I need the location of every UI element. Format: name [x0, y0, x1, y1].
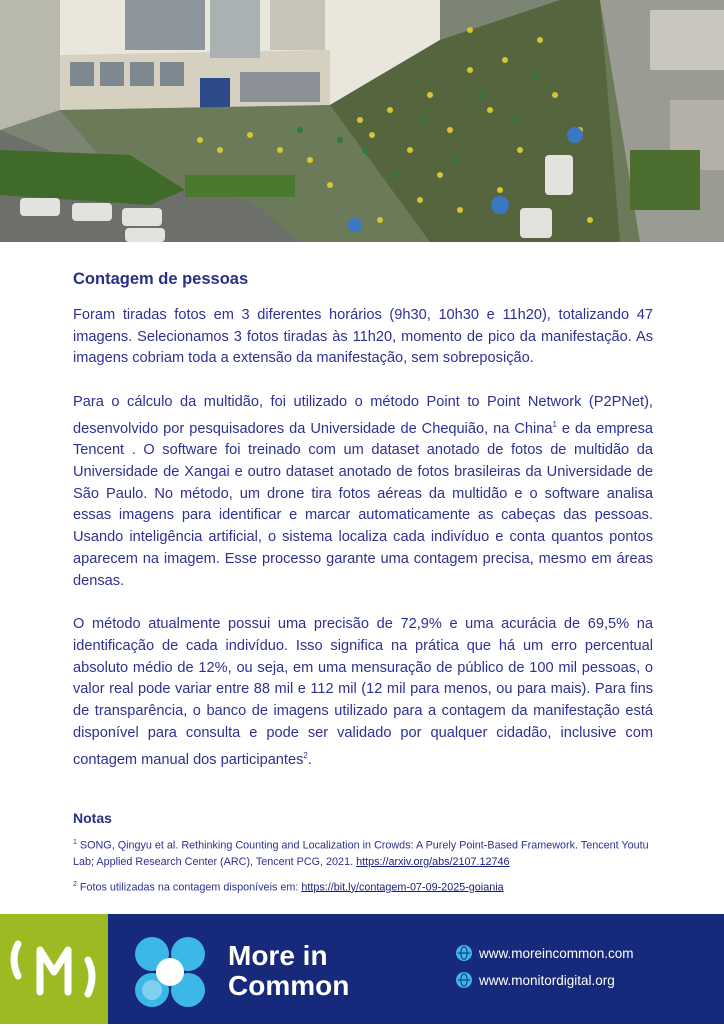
link-monitordigital[interactable]: [456, 971, 634, 989]
note-2-text: Fotos utilizadas na contagem disponíveis em:: [79, 881, 302, 894]
brand-line-2: Common: [228, 970, 350, 1001]
paragraph-method-text-a: Para o cálculo da multidão, foi utilizado o método Point to Point Network (P2PNet), desenvolvido por pesquisadores da Universidade de Chequião, na China: [73, 394, 653, 437]
aerial-crowd-photo: [0, 0, 724, 242]
notes-section: [73, 810, 663, 902]
note-1: [73, 835, 663, 871]
note-2: [73, 877, 663, 896]
brand-line-1: More in: [228, 940, 328, 971]
link-monitordigital-text: www.monitordigital.org: [479, 972, 615, 988]
paragraph-method: [73, 392, 653, 592]
paragraph-method-text-b: e da empresa Tencent . O software foi treinado com um dataset anotado de fotos de multidão da Universidade de Xangai e outro dataset anotado de fotos brasileiras da Universidade de São Paulo. No método, um drone tira fotos aéreas da multidão e o software analisa essas imagens para identificar e marcar automaticamente as cabeças das pessoas. Usando inteligência artificial, o sistema localiza cada indivíduo e conta quantos pontos aparecem na imagem. Esse processo garante uma contagem precisa, mesmo em áreas densas.: [73, 420, 653, 589]
paragraph-accuracy-text-a: O método atualmente possui uma precisão de 72,9% e uma acurácia de 69,5% na identificação de cada indivíduo. Isso significa na prática que há um erro percentual absoluto médio de 12%, ou seja, em uma mensuração de público de 100 mil pessoas, o valor real pode variar entre 88 mil e 112 mil (12 mil para menos, ou para mais). Para fins de transparência, o banco de imagens utilizado para a contagem da manifestação está disponível para consulta e pode ser validado por qualquer cidadão, inclusive com contagem manual dos participantes: [73, 616, 653, 768]
more-in-common-logo-icon: [132, 934, 208, 1010]
paragraph-accuracy: [73, 614, 653, 771]
monitor-m-logo-icon: [0, 914, 108, 1024]
note-1-text: SONG, Qingyu et al. Rethinking Counting and Localization in Crowds: A Purely Point-Based Framework. Tencent Youtu Lab; Applied Research Center (ARC), Tencent PCG, 2021.: [73, 839, 649, 869]
globe-icon: [456, 945, 472, 961]
section-heading: Contagem de pessoas: [73, 270, 249, 288]
monitor-logo-panel: [0, 914, 108, 1024]
footer-links: [456, 944, 634, 998]
footnote-ref-1[interactable]: 1: [552, 419, 557, 429]
link-moreincommon-text: www.moreincommon.com: [479, 945, 634, 961]
globe-icon: [456, 972, 472, 988]
footnote-ref-2[interactable]: 2: [303, 750, 308, 760]
link-moreincommon[interactable]: [456, 944, 634, 962]
paragraph-photos: Foram tiradas fotos em 3 diferentes horários (9h30, 10h30 e 11h20), totalizando 47 imagens. Selecionamos 3 fotos tiradas às 11h20, momento de pico da manifestação. As imagens cobriam toda a extensão da manifestação, sem sobreposição.: [73, 307, 653, 367]
note-2-link[interactable]: https://bit.ly/contagem-07-09-2025-goiania: [301, 881, 504, 894]
notes-title: Notas: [73, 810, 112, 826]
note-2-number: 2: [73, 880, 77, 888]
note-1-number: 1: [73, 839, 77, 846]
brand-name: [228, 941, 349, 1001]
paragraph-accuracy-text-b: .: [307, 751, 312, 768]
article: [73, 270, 653, 793]
note-1-link[interactable]: https://arxiv.org/abs/2107.12746: [356, 856, 510, 869]
footer: [0, 914, 724, 1024]
